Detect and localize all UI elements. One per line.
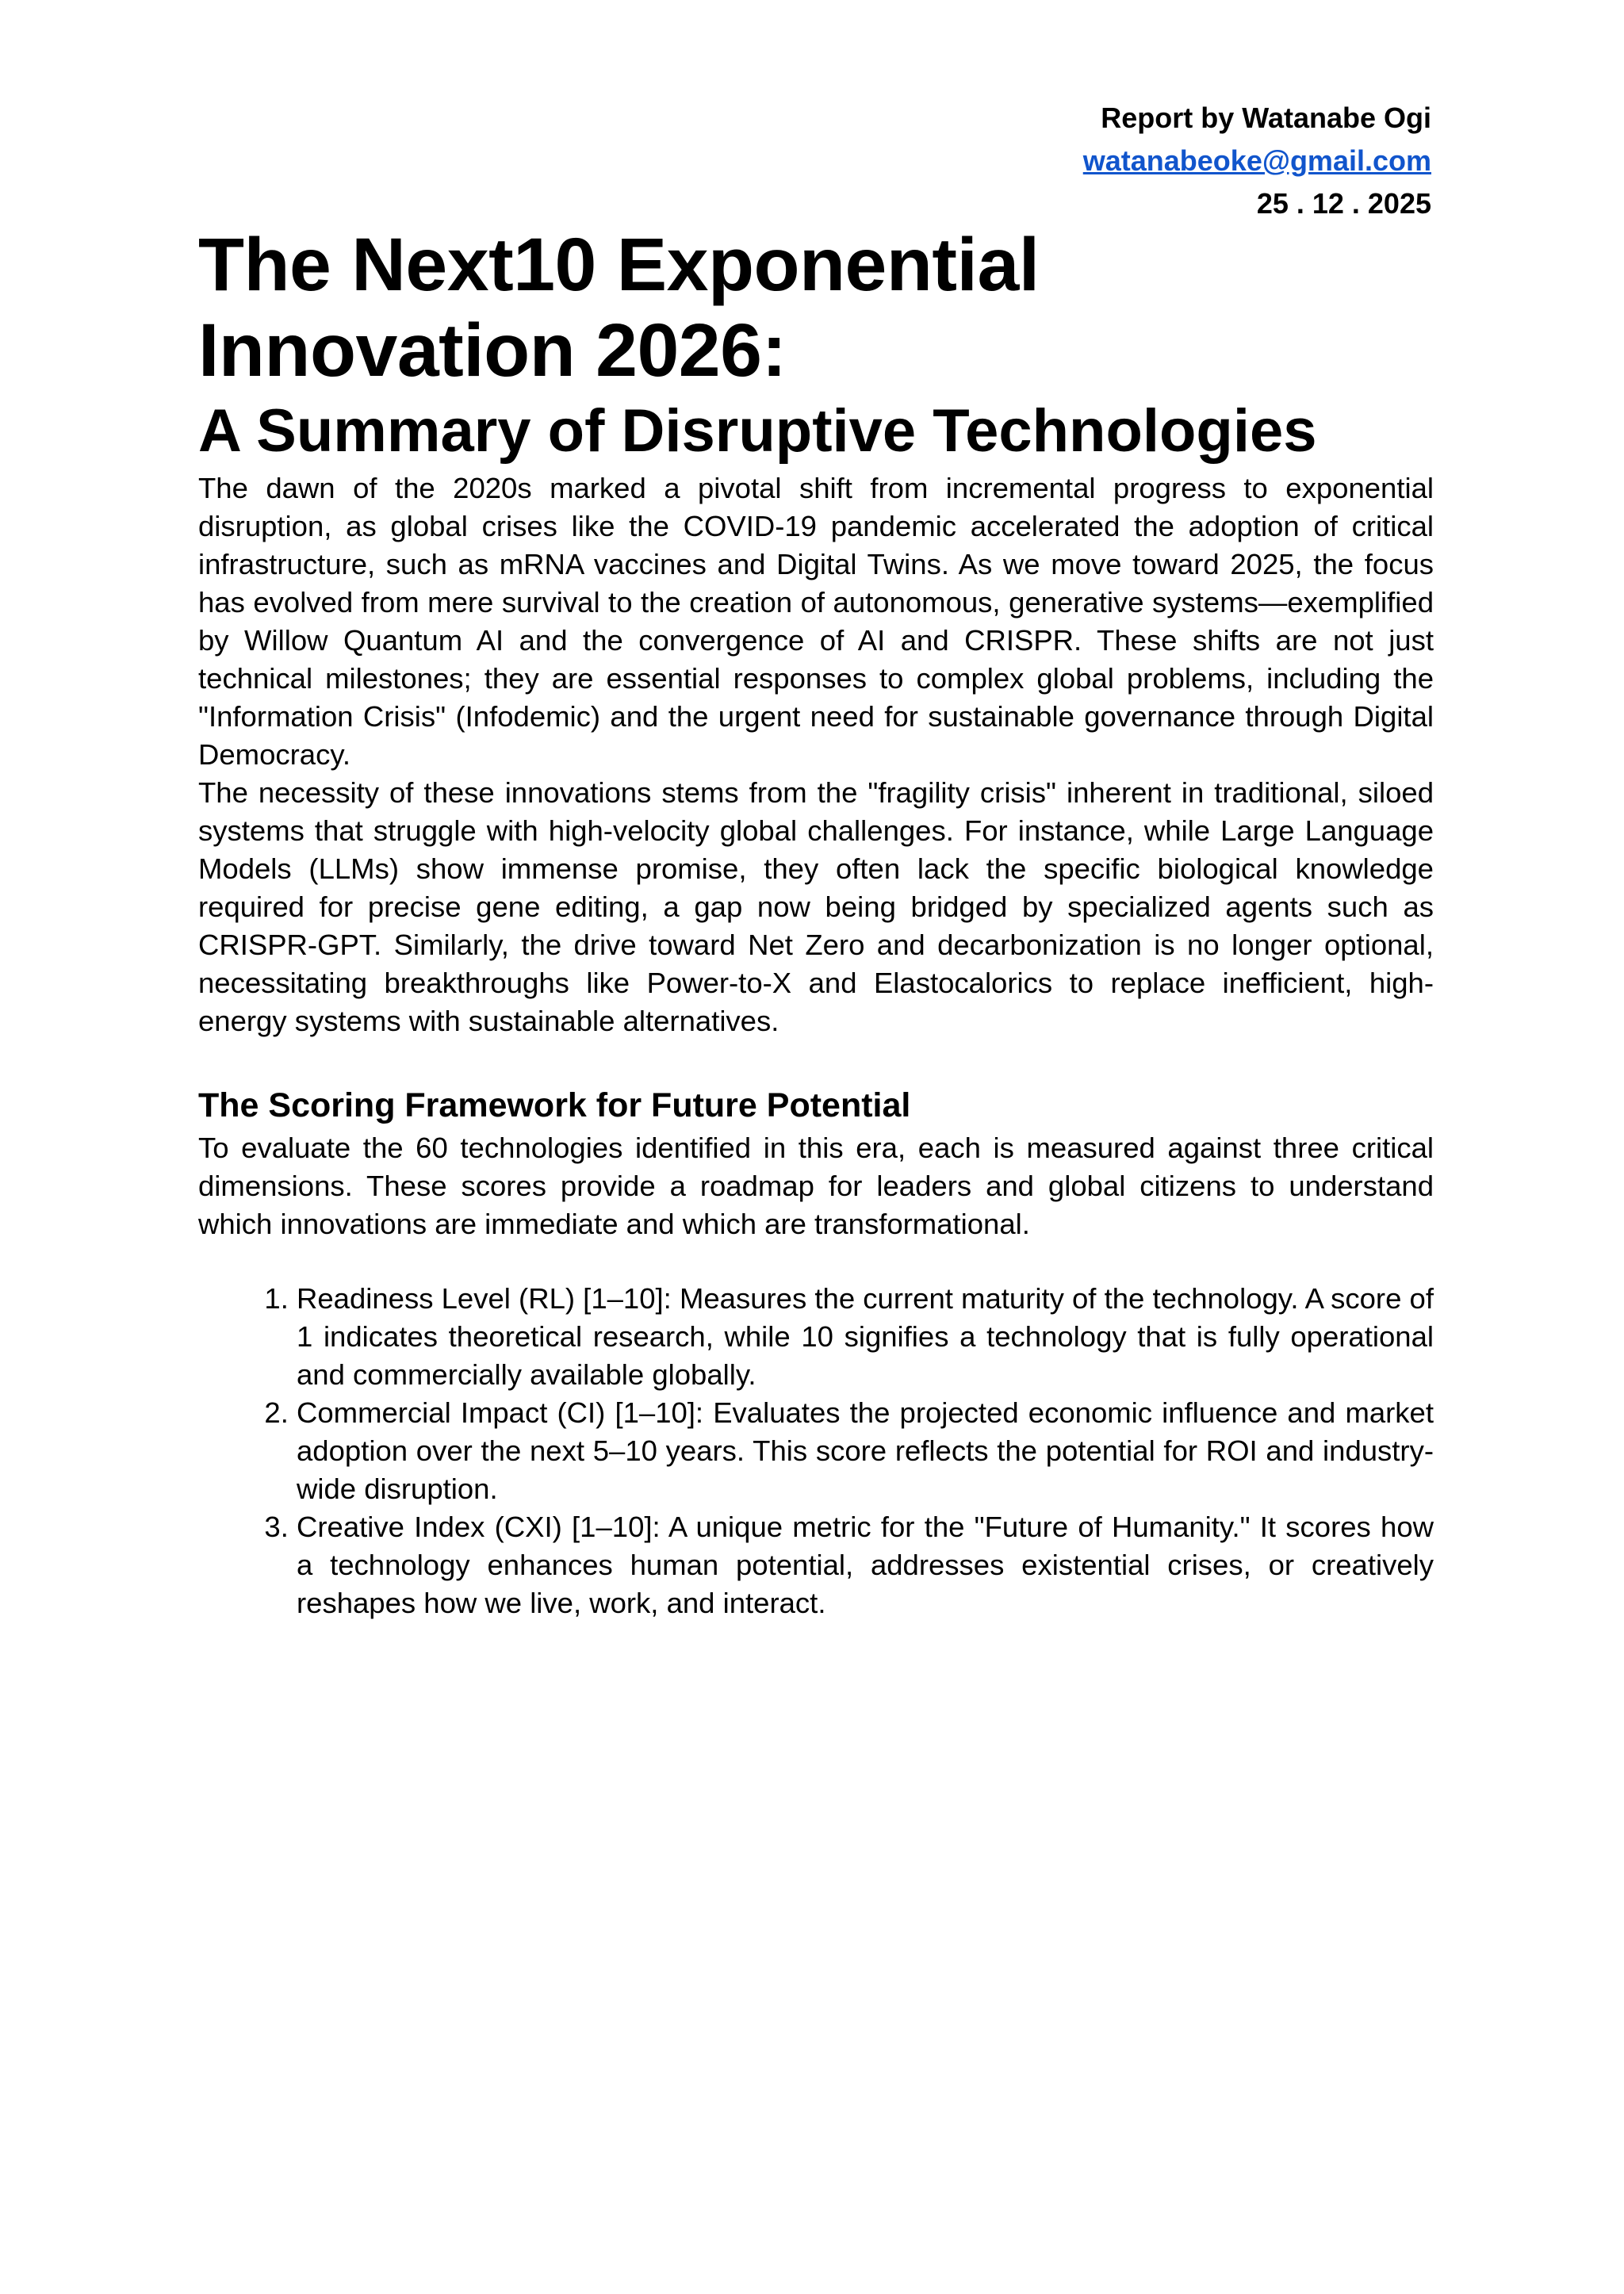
scoring-criteria-list <box>198 1280 1434 1622</box>
report-meta <box>1083 97 1431 225</box>
list-item: 2. Commercial Impact (CI) [1–10]: Evaluates the projected economic influence and market adoption over the next 5–10 years. This score reflects the potential for ROI and industry-wide disruption. <box>297 1394 1434 1508</box>
report-title <box>198 222 1434 393</box>
list-item: 1. Readiness Level (RL) [1–10]: Measures the current maturity of the technology. A score of 1 indicates theoretical research, while 10 signifies a technology that is fully operational and commercially available globally. <box>297 1280 1434 1394</box>
list-item: 3. Creative Index (CXI) [1–10]: A unique metric for the "Future of Humanity." It scores how a technology enhances human potential, addresses existential crises, or creatively reshapes how we live, work, and interact. <box>297 1508 1434 1622</box>
report-date: 25 . 12 . 2025 <box>1256 187 1431 220</box>
author-line: Report by Watanabe Ogi <box>1101 101 1431 134</box>
title-line-2: Innovation 2026: <box>198 308 787 393</box>
report-subtitle: A Summary of Disruptive Technologies <box>198 397 1317 465</box>
title-line-1: The Next10 Exponential <box>198 223 1040 307</box>
section-heading: The Scoring Framework for Future Potential <box>198 1086 911 1124</box>
report-body <box>198 222 1434 1622</box>
intro-paragraph: The dawn of the 2020s marked a pivotal shift from incremental progress to exponential disruption, as global crises like the COVID-19 pandemic accelerated the adoption of critical infrastructure, such as mRNA vaccines and Digital Twins. As we move toward 2025, the focus has evolved from mere survival to the creation of autonomous, generative systems—exemplified by Willow Quantum AI and the convergence of AI and CRISPR. These shifts are not just technical milestones; they are essential responses to complex global problems, including the "Information Crisis" (Infodemic) and the urgent need for sustainable governance through Digital Democracy. <box>198 472 1434 771</box>
necessity-paragraph: The necessity of these innovations stems from the "fragility crisis" inherent in traditional, siloed systems that struggle with high-velocity global challenges. For instance, while Large Language Models (LLMs) show immense promise, they often lack the specific biological knowledge required for precise gene editing, a gap now being bridged by specialized agents such as CRISPR-GPT. Similarly, the drive toward Net Zero and decarbonization is no longer optional, necessitating breakthroughs like Power-to-X and Elastocalorics to replace inefficient, high-energy systems with sustainable alternatives. <box>198 776 1434 1037</box>
author-email-link[interactable]: watanabeoke@gmail.com <box>1082 144 1431 177</box>
section-intro-paragraph: To evaluate the 60 technologies identified in this era, each is measured against three critical dimensions. These scores provide a roadmap for leaders and global citizens to understand which innovations are immediate and which are transformational. <box>198 1132 1434 1240</box>
